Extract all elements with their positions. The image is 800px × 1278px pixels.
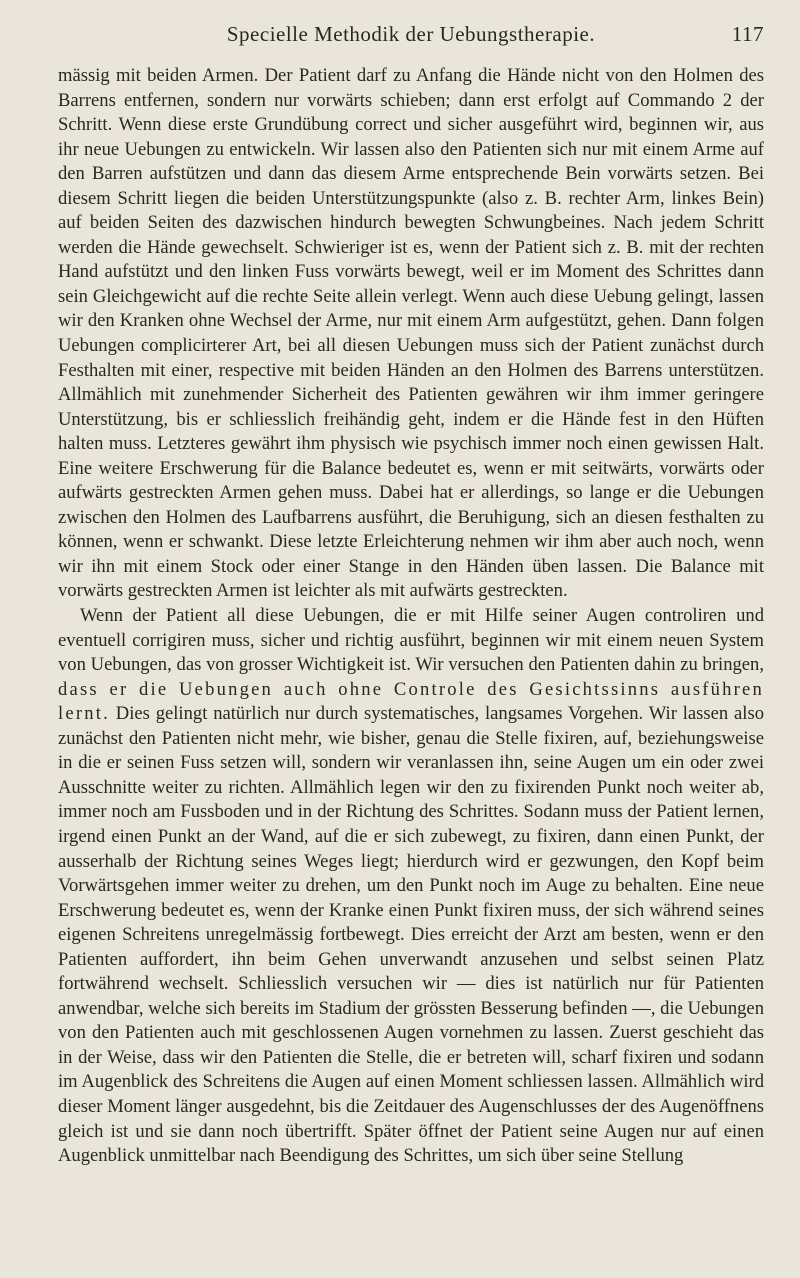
page-header — [58, 22, 764, 54]
body-text — [58, 64, 764, 1169]
paragraph-2-text-start: Wenn der Patient all diese Uebungen, die er mit Hilfe seiner Augen controliren und eventuell corrigiren muss, sicher und richtig ausführt, beginnen wir mit einem neuen System von Uebungen, das von grosser Wichtigkeit ist. Wir versuchen den Patienten dahin zu bringen, — [58, 605, 764, 676]
paragraph-2-text-end: Dies gelingt natürlich nur durch systematisches, langsames Vorgehen. Wir lassen also zunächst den Patienten nicht mehr, wie bisher, genau die Stelle fixiren, auf, beziehungsweise in die er seinen Fuss setzen will, sondern wir veranlassen ihn, seine Augen um ein oder zwei Ausschnitte weiter zu richten. Allmählich legen wir den zu fixirenden Punkt noch weiter ab, immer noch am Fussboden und in der Richtung des Schrittes. Sodann muss der Patient lernen, irgend einen Punkt an der Wand, auf die er sich zubewegt, zu fixiren, dann einen Punkt, der ausserhalb der Richtung seines Weges liegt; hierdurch wird er gezwungen, den Kopf beim Vorwärtsgehen immer weiter zu drehen, um den Punkt noch im Auge zu behalten. Eine neue Erschwerung bedeutet es, wenn der Kranke einen Punkt fixiren muss, der sich während seines eigenen Schreitens unregelmässig fortbewegt. Dies erreicht der Arzt am besten, wenn er den Patienten auffordert, ihn beim Gehen unverwandt anzusehen und selbst seinen Platz fortwährend wechselt. Schliesslich versuchen wir — dies ist natürlich nur für Patienten anwendbar, welche sich bereits im Stadium der grössten Besserung befinden —, die Uebungen von den Patienten auch mit geschlossenen Augen vornehmen zu lassen. Zuerst geschieht das in der Weise, dass wir den Patienten die Stelle, die er betreten will, scharf fixiren und sodann im Augenblick des Schreitens die Augen auf einen Moment schliessen lassen. Allmählich wird dieser Moment länger ausgedehnt, bis die Zeitdauer des Augenschlusses der des Augenöffnens gleich ist und sie dann noch übertrifft. Später öffnet der Patient seine Augen nur auf einen Augenblick unmittelbar nach Beendigung des Schrittes, um sich über seine Stellung — [58, 703, 764, 1167]
paragraph-2 — [58, 604, 764, 1169]
paragraph-2-emphasis: dass er die Uebungen auch ohne Controle des Gesichtssinns ausführen lernt. — [58, 678, 764, 725]
page-number: 117 — [731, 22, 764, 46]
paragraph-1: mässig mit beiden Armen. Der Patient darf zu Anfang die Hände nicht von den Holmen des Barrens entfernen, sondern nur vorwärts schieben; dann erst erfolgt auf Commando 2 der Schritt. Wenn diese erste Grundübung correct und sicher ausgeführt wird, beginnen wir, aus ihr neue Uebungen zu entwickeln. Wir lassen also den Patienten sich nur mit einem Arme auf den Barren aufstützen und dann das diesem Arme entsprechende Bein vorwärts setzen. Bei diesem Schritt liegen die beiden Unterstützungspunkte (also z. B. rechter Arm, linkes Bein) auf beiden Seiten des dazwischen hindurch bewegten Schwungbeines. Nach jedem Schritt werden die Hände gewechselt. Schwieriger ist es, wenn der Patient sich z. B. mit der rechten Hand aufstützt und den linken Fuss vorwärts bewegt, weil er im Moment des Schrittes dann sein Gleichgewicht auf die rechte Seite allein verlegt. Wenn auch diese Uebung gelingt, lassen wir den Kranken ohne Wechsel der Arme, nur mit einem Arm aufgestützt, gehen. Dann folgen Uebungen complicirterer Art, bei all diesen Uebungen muss sich der Patient zunächst durch Festhalten mit einer, respective mit beiden Händen an den Holmen des Barrens unterstützen. Allmählich mit zunehmender Sicherheit des Patienten gewähren wir ihm immer geringere Unterstützung, bis er schliesslich freihändig geht, indem er die Hände fest in den Hüften halten muss. Letzteres gewährt ihm physisch wie psychisch immer noch einen gewissen Halt. Eine weitere Erschwerung für die Balance bedeutet es, wenn er mit seitwärts, vorwärts oder aufwärts gestreckten Armen gehen muss. Dabei hat er allerdings, so lange er die Uebungen zwischen den Holmen des Laufbarrens ausführt, die Beruhigung, sich an diesen festhalten zu können, wenn er schwankt. Diese letzte Erleichterung nehmen wir ihm aber auch noch, wenn wir ihn mit einem Stock oder einer Stange in den Händen üben lassen. Die Balance mit vorwärts gestreckten Armen ist leichter als mit aufwärts gestreckten. — [58, 65, 764, 602]
running-title: Specielle Methodik der Uebungstherapie. — [226, 22, 596, 46]
